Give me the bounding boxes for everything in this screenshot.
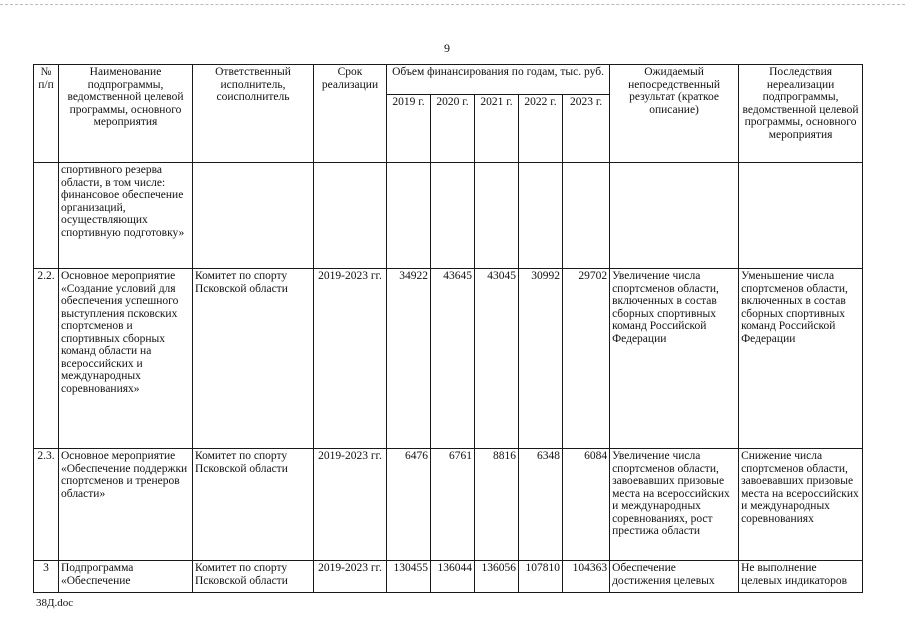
table-row	[34, 163, 863, 269]
header-year: 2020 г.	[431, 95, 475, 163]
row-value: 8816	[475, 449, 519, 561]
row-consequences: Уменьшение числа спортсменов области, включенных в состав сборных спортивных команд Российской Федерации	[739, 269, 863, 449]
row-num: 2.2.	[34, 269, 59, 449]
row-value: 34922	[387, 269, 431, 449]
table-row	[34, 269, 863, 449]
header-year: 2021 г.	[475, 95, 519, 163]
header-funding: Объем финансирования по годам, тыс. руб.	[387, 65, 610, 95]
header-num: № п/п	[34, 65, 59, 163]
row-value	[519, 163, 563, 269]
row-value: 6761	[431, 449, 475, 561]
header-result: Ожидаемый непосредственный результат (краткое описание)	[610, 65, 739, 163]
header-year: 2023 г.	[563, 95, 610, 163]
row-value: 6476	[387, 449, 431, 561]
row-value: 30992	[519, 269, 563, 449]
row-result: Обеспечение достижения целевых	[610, 561, 739, 593]
row-value: 43645	[431, 269, 475, 449]
row-value	[387, 163, 431, 269]
row-value: 29702	[563, 269, 610, 449]
row-value: 104363	[563, 561, 610, 593]
table-row	[34, 449, 863, 561]
row-consequences: Снижение числа спортсменов области, завоевавших призовые места на всероссийских и международных соревнованиях	[739, 449, 863, 561]
row-value: 107810	[519, 561, 563, 593]
row-consequences: Не выполнение целевых индикаторов	[739, 561, 863, 593]
row-value: 43045	[475, 269, 519, 449]
row-num: 3	[34, 561, 59, 593]
header-year: 2022 г.	[519, 95, 563, 163]
row-name: Основное мероприятие «Обеспечение поддержки спортсменов и тренеров области»	[59, 449, 193, 561]
header-name: Наименование подпрограммы, ведомственной целевой программы, основного мероприятия	[59, 65, 193, 163]
header-consequences: Последствия нереализации подпрограммы, ведомственной целевой программы, основного мероприятия	[739, 65, 863, 163]
row-consequences	[739, 163, 863, 269]
scan-top-edge	[0, 4, 905, 5]
header-period: Срок реализации	[314, 65, 387, 163]
row-result: Увеличение числа спортсменов области, включенных в состав сборных спортивных команд Российской Федерации	[610, 269, 739, 449]
program-table	[33, 64, 863, 593]
row-period: 2019-2023 гг.	[314, 449, 387, 561]
row-responsible: Комитет по спорту Псковской области	[193, 269, 314, 449]
table-row	[34, 561, 863, 593]
row-responsible: Комитет по спорту Псковской области	[193, 561, 314, 593]
row-name: Подпрограмма «Обеспечение	[59, 561, 193, 593]
row-num	[34, 163, 59, 269]
row-name: Основное мероприятие «Создание условий для обеспечения успешного выступления псковских спортсменов и спортивных сборных команд области на всероссийских и международных соревнованиях»	[59, 269, 193, 449]
row-value: 130455	[387, 561, 431, 593]
header-year: 2019 г.	[387, 95, 431, 163]
page-number: 9	[444, 41, 450, 55]
row-value	[431, 163, 475, 269]
header-row-1	[34, 65, 863, 95]
row-value: 6084	[563, 449, 610, 561]
row-value: 6348	[519, 449, 563, 561]
row-value: 136044	[431, 561, 475, 593]
row-result: Увеличение числа спортсменов области, завоевавших призовые места на всероссийских и международных соревнованиях, рост престижа области	[610, 449, 739, 561]
row-period	[314, 163, 387, 269]
row-num: 2.3.	[34, 449, 59, 561]
row-responsible: Комитет по спорту Псковской области	[193, 449, 314, 561]
row-name: спортивного резерва области, в том числе: финансовое обеспечение организаций, осуществляющих спортивную подготовку»	[59, 163, 193, 269]
row-period: 2019-2023 гг.	[314, 269, 387, 449]
row-responsible	[193, 163, 314, 269]
footer-filename: 38Д.doc	[36, 597, 74, 609]
row-value: 136056	[475, 561, 519, 593]
header-responsible: Ответственный исполнитель, соисполнитель	[193, 65, 314, 163]
row-result	[610, 163, 739, 269]
row-value	[563, 163, 610, 269]
row-period: 2019-2023 гг.	[314, 561, 387, 593]
row-value	[475, 163, 519, 269]
